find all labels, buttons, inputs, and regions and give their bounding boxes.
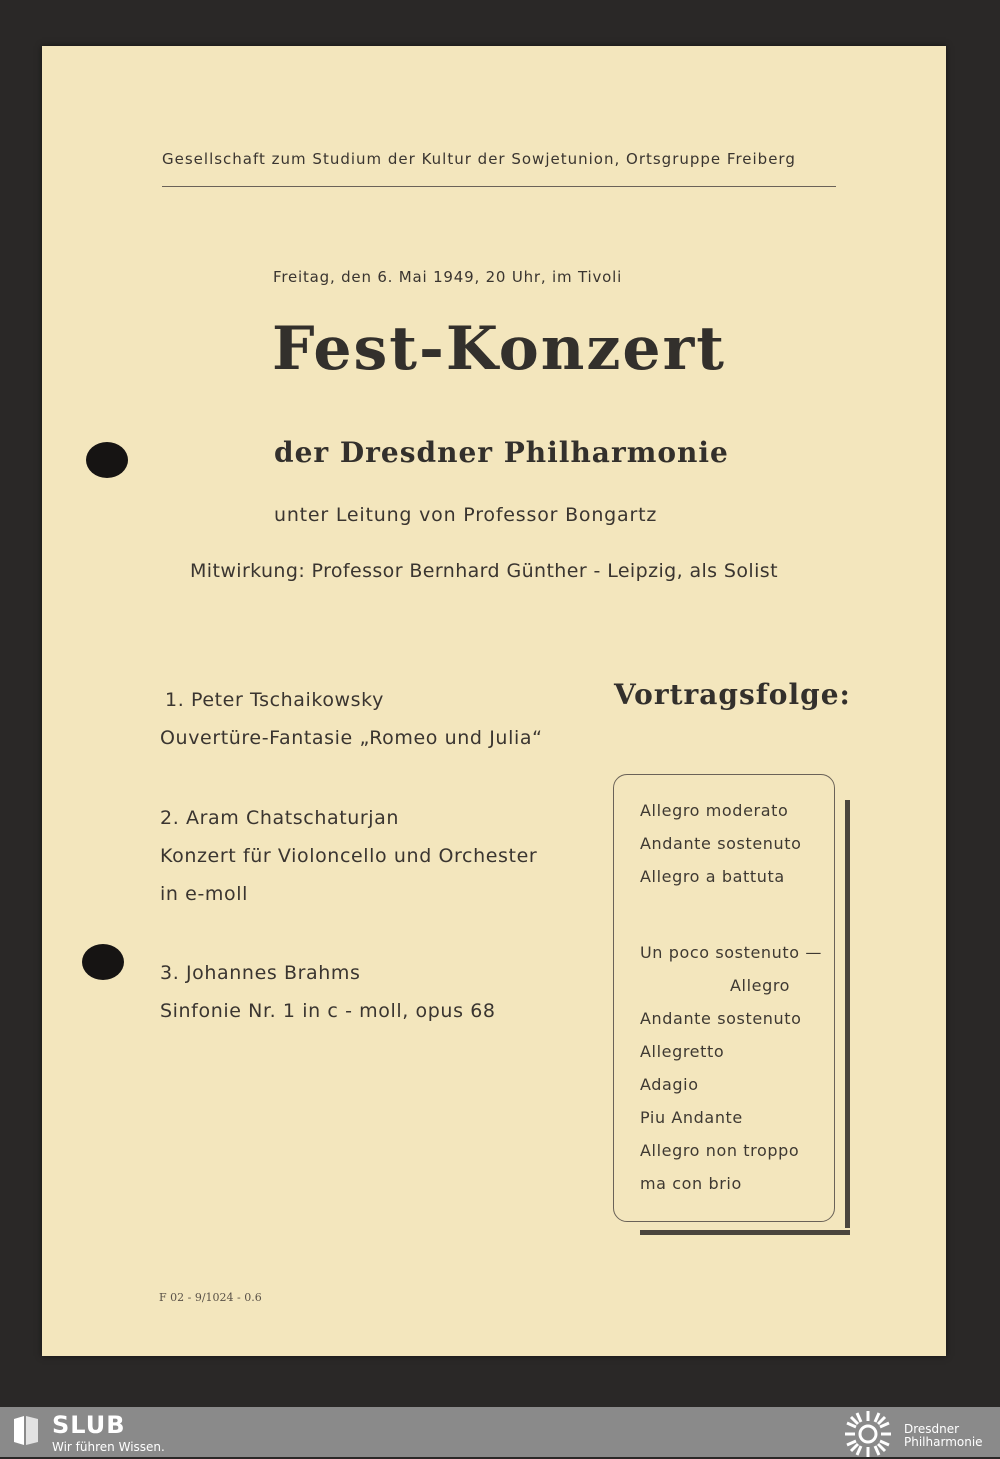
conductor-line: unter Leitung von Professor Bongartz — [274, 504, 658, 526]
program-item-1-composer: 1. Peter Tschaikowsky — [165, 689, 384, 711]
program-heading: Vortragsfolge: — [614, 678, 851, 711]
program-item-2-work: Konzert für Violoncello und Orchester — [160, 845, 538, 867]
society-header: Gesellschaft zum Studium der Kultur der Sowjetunion, Ortsgruppe Freiberg — [162, 150, 796, 168]
movement-item: Piu Andante — [640, 1108, 743, 1127]
header-divider — [162, 186, 836, 187]
movement-item: Un poco sostenuto — — [640, 943, 822, 962]
program-item-1-work: Ouvertüre-Fantasie „Romeo und Julia“ — [160, 727, 543, 749]
print-code: F 02 - 9/1024 - 0.6 — [159, 1291, 262, 1304]
movement-item: ma con brio — [640, 1174, 742, 1193]
philharmonie-sunburst-icon — [843, 1409, 893, 1459]
movement-item: Allegro moderato — [640, 801, 789, 820]
concert-title: Fest-Konzert — [272, 314, 726, 384]
program-item-2-key: in e-moll — [160, 883, 248, 905]
date-line: Freitag, den 6. Mai 1949, 20 Uhr, im Tivoli — [273, 268, 623, 286]
program-item-2-composer: 2. Aram Chatschaturjan — [160, 807, 400, 829]
book-icon — [12, 1415, 40, 1447]
movement-item: Allegro — [730, 976, 791, 995]
movements-box-shadow-right — [845, 800, 850, 1228]
soloist-line: Mitwirkung: Professor Bernhard Günther - Leipzig, als Solist — [190, 560, 778, 582]
program-item-3-composer: 3. Johannes Brahms — [160, 962, 361, 984]
movement-item: Allegro a battuta — [640, 867, 785, 886]
concert-subtitle: der Dresdner Philharmonie — [274, 436, 729, 469]
slub-tagline: Wir führen Wissen. — [52, 1440, 165, 1454]
program-item-3-work: Sinfonie Nr. 1 in c - moll, opus 68 — [160, 1000, 496, 1022]
viewer-footer — [0, 1407, 1000, 1457]
movement-item: Allegro non troppo — [640, 1141, 800, 1160]
punch-hole-top — [86, 442, 128, 478]
philharmonie-logo-text[interactable] — [904, 1423, 983, 1449]
movement-item: Allegretto — [640, 1042, 725, 1061]
concert-program-sheet — [42, 46, 946, 1356]
punch-hole-bottom — [82, 944, 124, 980]
movement-item: Adagio — [640, 1075, 699, 1094]
philharmonie-line2: Philharmonie — [904, 1435, 983, 1449]
philharmonie-line1: Dresdner — [904, 1422, 960, 1436]
movement-item: Andante sostenuto — [640, 1009, 802, 1028]
movement-item: Andante sostenuto — [640, 834, 802, 853]
slub-banner — [0, 1407, 1000, 1457]
slub-logo-text[interactable]: SLUB — [52, 1411, 126, 1439]
movements-box-shadow-bottom — [640, 1230, 850, 1235]
